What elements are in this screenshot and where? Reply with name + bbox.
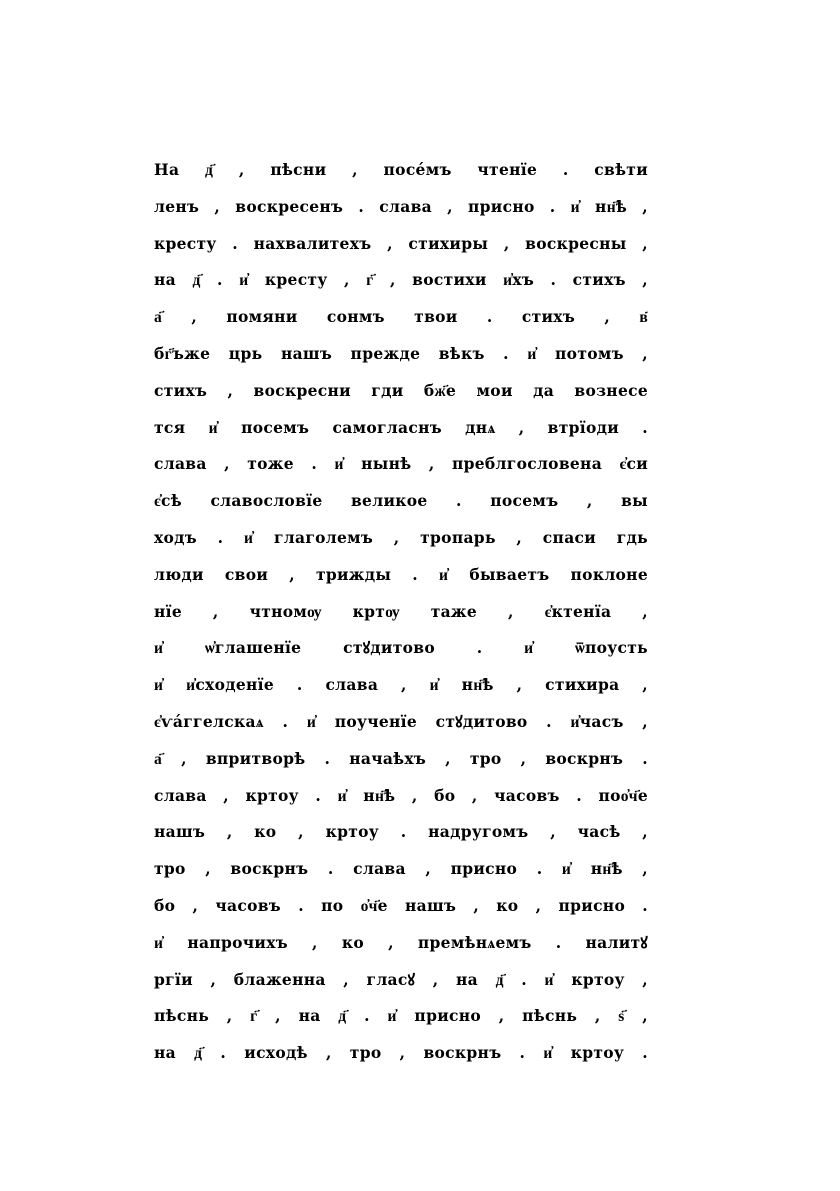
- text-line-1: На д҃ , пѣсни , посе́мъ чтенїе . свѣти: [154, 160, 648, 179]
- text-line-3: кресту . нахвалитехъ , стихиры , воскресны ,: [154, 233, 648, 253]
- text-line-7: стихъ , воскресни гди бж҃е мои да вознесе: [154, 380, 648, 400]
- text-line-13: нїе , чтномѹ кртѹ таже , є҆ктенїа ,: [154, 601, 648, 621]
- text-line-15: и҆ и҆сходенїе . слава , и҆ нн҃ѣ , стихира ,: [154, 675, 648, 695]
- text-line-5: а҃ , помяни сонмъ твои . стихъ , в҃: [154, 307, 648, 327]
- text-column: [154, 152, 648, 1072]
- text-line-23: ргїи , блаженна , гласꙋ , на д҃ . и҆ кртоу ,: [154, 969, 648, 989]
- text-line-10: є҆сѣ славословїе великое . посемъ , вы: [154, 491, 648, 511]
- text-line-4: на д҃ . и҆ кресту , г҃ , востихи и҆хъ . стихъ ,: [154, 270, 648, 290]
- text-line-16: є҆ѵа́ггелскаѧ . и҆ поученїе стꙋдитово . и҆часъ ,: [154, 711, 648, 731]
- text-line-9: слава , тоже . и҆ нынѣ , преблгословена є҆си: [154, 454, 648, 474]
- text-line-11: ходъ . и҆ глаголемъ , тропарь , спаси гдь: [154, 527, 648, 547]
- text-line-22: и҆ напрочихъ , ко , премѣнѧемъ . налитꙋ: [154, 932, 648, 952]
- text-line-24: пѣснь , г҃ , на д҃ . и҆ присно , пѣснь , ѕ҃ ,: [154, 1006, 648, 1026]
- text-line-6: бг҃ъже црь нашъ прежде вѣкъ . и҆ потомъ ,: [154, 343, 648, 363]
- text-line-21: бо , часовъ . по о҆ч҃е нашъ , ко , присно .: [154, 895, 648, 915]
- text-line-2: ленъ , воскресенъ . слава , присно . и҆ нн҃ѣ ,: [154, 196, 648, 216]
- text-line-17: а҃ , впритворѣ . начаѣхъ , тро , воскрнъ .: [154, 748, 648, 768]
- text-line-20: тро , воскрнъ . слава , присно . и҆ нн҃ѣ ,: [154, 859, 648, 879]
- text-line-12: люди свои , трижды . и҆ бываетъ поклоне: [154, 564, 648, 584]
- text-line-19: нашъ , ко , кртоу . надругомъ , часѣ ,: [154, 822, 648, 842]
- text-line-14: и҆ ѡ҆глашенїе стꙋдитово . и҆ ѿпоусть: [154, 638, 648, 658]
- text-line-8: тся и҆ посемъ самогласнъ днѧ , втрїоди .: [154, 417, 648, 437]
- text-line-25: на д҃ . исходѣ , тро , воскрнъ . и҆ кртоу .: [154, 1043, 648, 1063]
- text-line-18: слава , кртоу . и҆ нн҃ѣ , бо , часовъ . поо҆ч҃е: [154, 785, 648, 805]
